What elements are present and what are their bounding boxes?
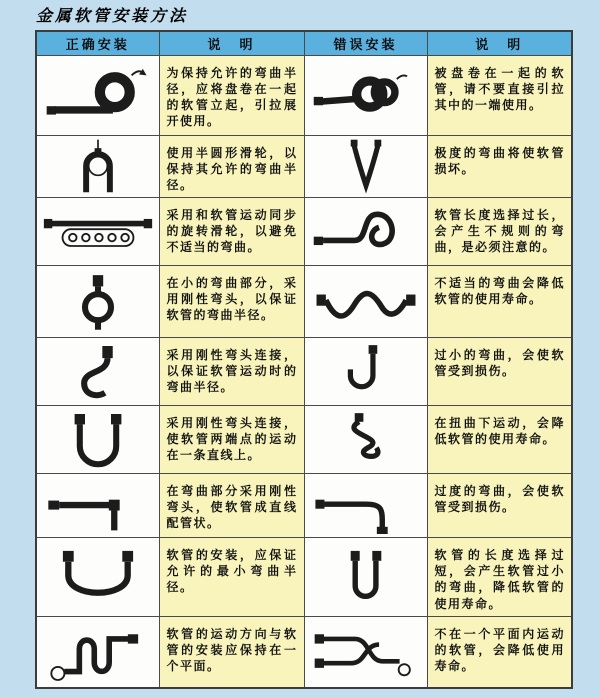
correct-note: 采用刚性弯头连接，使软管两端点的运动在一条直线上。: [159, 406, 304, 474]
correct-drawing-cell: [36, 338, 159, 406]
table-row: [36, 474, 572, 538]
wrong-drawing-cell: [304, 198, 427, 266]
motion-in-same-plane-trap-icon: [42, 621, 154, 683]
table-row: [36, 616, 572, 688]
correct-drawing-cell: [36, 406, 159, 474]
wrong-note: 不适当的弯曲会降低软管的使用寿命。: [427, 266, 572, 338]
wrong-note: 软管的长度选择过短，会产生软管过小的弯曲，降低软管的使用寿命。: [427, 538, 572, 617]
hose-too-short-narrow-u-icon: [312, 548, 420, 606]
coiled-hose-pulled-directly-icon: [310, 64, 422, 126]
correct-note: 在小的弯曲部分，采用刚性弯头，以保证软管的弯曲半径。: [159, 266, 304, 338]
wrong-note: 在扭曲下运动，会降低软管的使用寿命。: [427, 406, 572, 474]
wrong-note: 过小的弯曲，会使软管受到损伤。: [427, 338, 572, 406]
rigid-elbow-small-bend-loop-icon: [46, 271, 150, 333]
header-wrong-note: 说 明: [427, 31, 572, 55]
wrong-note: 不在一个平面内运动的软管，会降低使用寿命。: [427, 616, 572, 688]
table-row: [36, 135, 572, 198]
table-row: [36, 338, 572, 406]
hose-too-long-irregular-loop-icon: [310, 203, 422, 261]
hose-extreme-sharp-bend-icon: [314, 138, 418, 194]
table-row: [36, 198, 572, 266]
header-wrong-install: 错误安装: [304, 31, 427, 55]
wrong-note: 被盘卷在一起的软管，请不要直接引拉其中的一端使用。: [427, 55, 572, 135]
installation-methods-table: [35, 30, 573, 689]
correct-drawing-cell: [36, 198, 159, 266]
header-correct-note: 说 明: [159, 31, 304, 55]
wrong-note: 过度的弯曲，会使软管受到损伤。: [427, 474, 572, 538]
wrong-note: 极度的弯曲将使软管损坏。: [427, 135, 572, 198]
wrong-drawing-cell: [304, 338, 427, 406]
wrong-note: 软管长度选择过长，会产生不规则的弯曲，是必须注意的。: [427, 198, 572, 266]
correct-note: 软管的运动方向与软管的安装应保持在一个平面。: [159, 616, 304, 688]
rigid-elbow-straight-piping-icon: [42, 478, 154, 534]
wrong-drawing-cell: [304, 616, 427, 688]
wrong-drawing-cell: [304, 55, 427, 135]
wrong-drawing-cell: [304, 406, 427, 474]
coiled-hose-stood-up-unrolling-icon: [42, 64, 154, 126]
correct-note: 为保持允许的弯曲半径，应将盘卷在一起的软管立起，引拉展开使用。: [159, 55, 304, 135]
correct-drawing-cell: [36, 538, 159, 617]
header-correct-install: 正确安装: [36, 31, 159, 55]
correct-drawing-cell: [36, 135, 159, 198]
header-row: [36, 31, 572, 55]
rigid-elbow-connection-curve-icon: [46, 342, 150, 402]
correct-drawing-cell: [36, 55, 159, 135]
rigid-elbows-aligned-u-shape-icon: [46, 410, 150, 470]
too-small-bend-hook-icon: [314, 342, 418, 402]
correct-drawing-cell: [36, 266, 159, 338]
table-row: [36, 406, 572, 474]
motion-out-of-plane-icon: [310, 621, 422, 683]
hose-on-synchronized-roller-track-icon: [42, 203, 154, 261]
table-row: [36, 266, 572, 338]
correct-note: 在弯曲部分采用刚性弯头，使软管成直线配管状。: [159, 474, 304, 538]
correct-note: 采用和软管运动同步的旋转滑轮，以避免不适当的弯曲。: [159, 198, 304, 266]
correct-note: 软管的安装，应保证允许的最小弯曲半径。: [159, 538, 304, 617]
twisted-hose-icon: [314, 410, 418, 470]
correct-note: 使用半圆形滑轮，以保持其允许的弯曲半径。: [159, 135, 304, 198]
improper-sagging-bend-icon: [310, 273, 422, 331]
page-title: 金属软管安装方法: [36, 6, 189, 25]
wrong-drawing-cell: [304, 135, 427, 198]
wrong-drawing-cell: [304, 474, 427, 538]
wrong-drawing-cell: [304, 266, 427, 338]
correct-drawing-cell: [36, 616, 159, 688]
correct-drawing-cell: [36, 474, 159, 538]
excessive-corner-bend-icon: [310, 478, 422, 534]
hose-on-semicircular-pulley-icon: [46, 138, 150, 194]
table-row: [36, 538, 572, 617]
minimum-bend-radius-wide-u-icon: [44, 548, 152, 606]
correct-note: 采用刚性弯头连接，以保证软管运动时的弯曲半径。: [159, 338, 304, 406]
table-row: [36, 55, 572, 135]
wrong-drawing-cell: [304, 538, 427, 617]
